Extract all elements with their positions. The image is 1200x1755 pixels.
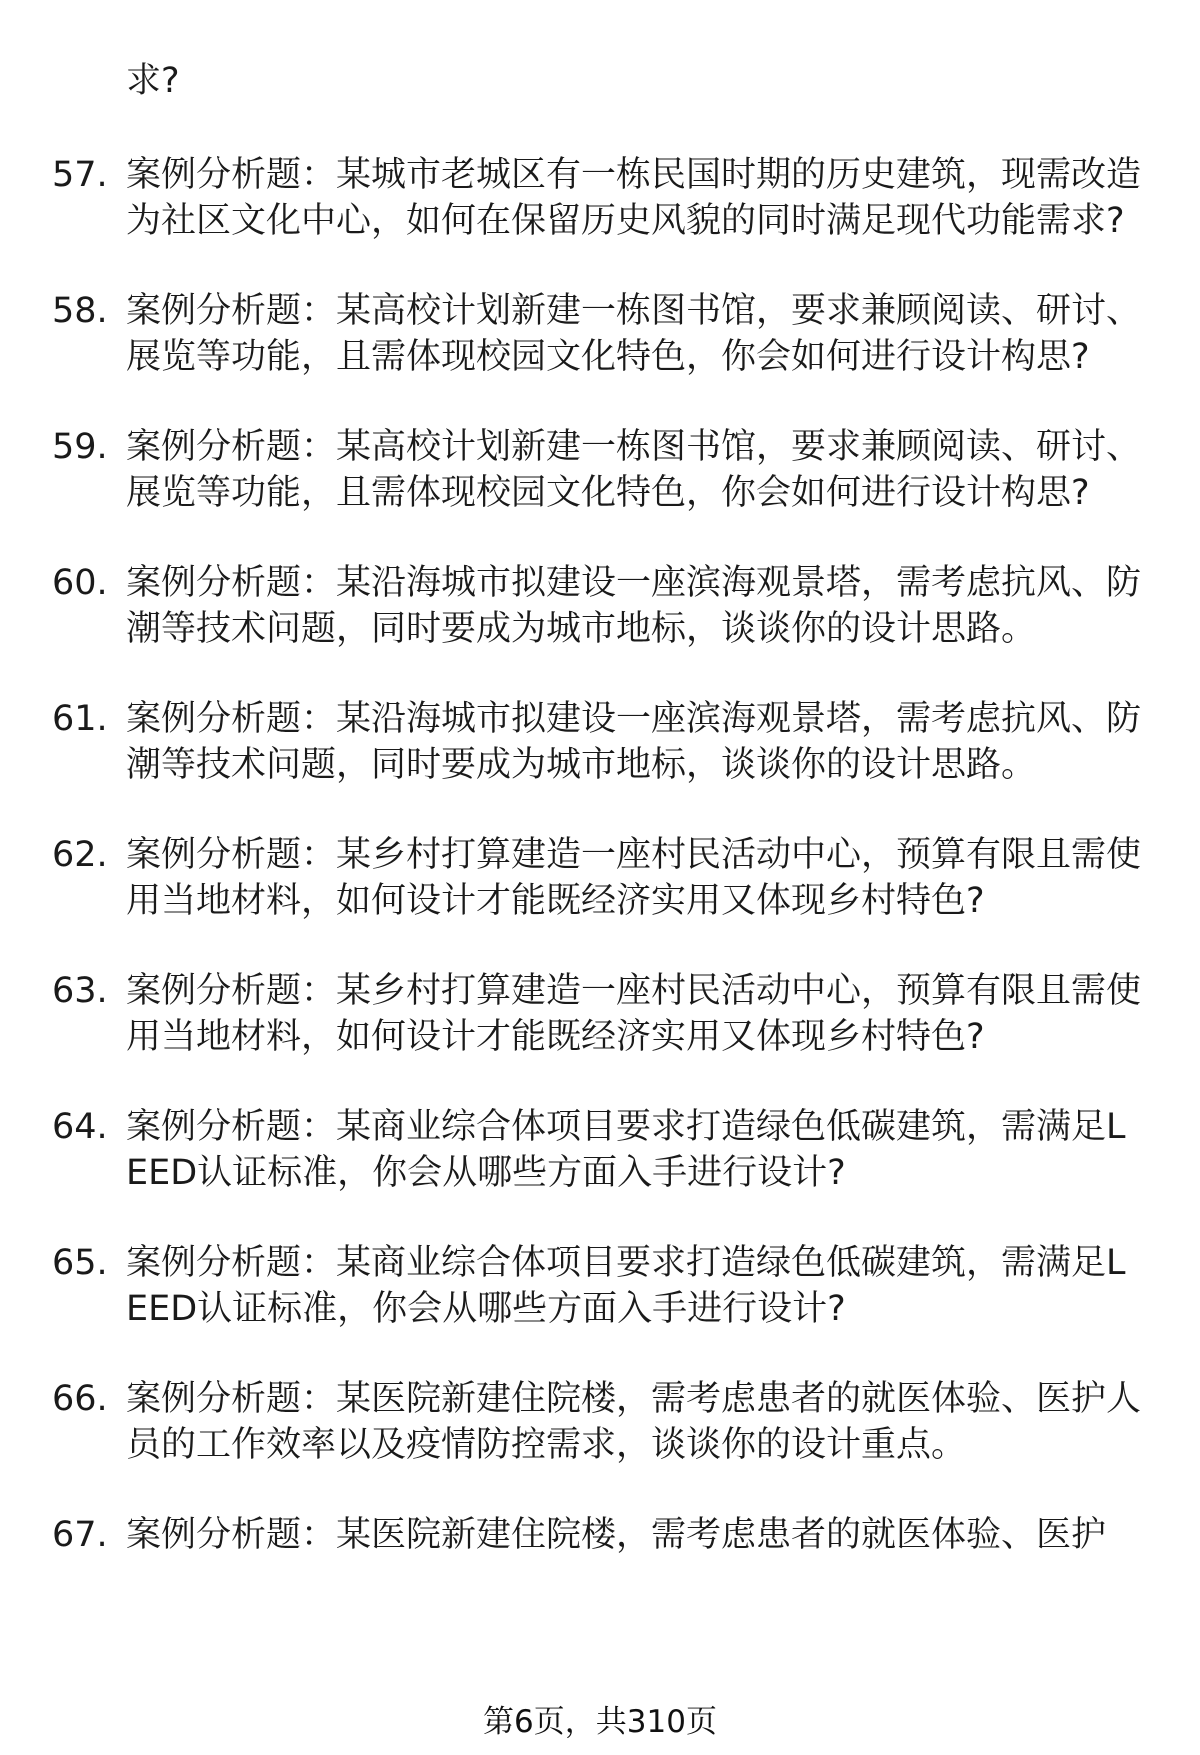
question-item	[52, 1512, 1147, 1558]
question-number: 65.	[52, 1243, 108, 1283]
question-number: 67.	[52, 1515, 108, 1555]
question-item	[52, 1240, 1147, 1332]
question-text: 案例分析题：某沿海城市拟建设一座滨海观景塔，需考虑抗风、防潮等技术问题，同时要成为城市地标，谈谈你的设计思路。	[126, 699, 1142, 785]
question-number: 60.	[52, 563, 108, 603]
question-item	[52, 152, 1147, 244]
continuation-text: 求?	[126, 61, 180, 101]
question-item	[52, 1376, 1147, 1468]
question-text: 案例分析题：某高校计划新建一栋图书馆，要求兼顾阅读、研讨、展览等功能，且需体现校园文化特色，你会如何进行设计构思?	[126, 291, 1142, 377]
question-item	[52, 424, 1147, 516]
question-text: 案例分析题：某城市老城区有一栋民国时期的历史建筑，现需改造为社区文化中心，如何在保留历史风貌的同时满足现代功能需求?	[126, 155, 1142, 241]
question-item	[52, 696, 1147, 788]
question-text: 案例分析题：某商业综合体项目要求打造绿色低碳建筑，需满足LEED认证标准，你会从哪些方面入手进行设计?	[126, 1107, 1126, 1193]
question-text: 案例分析题：某商业综合体项目要求打造绿色低碳建筑，需满足LEED认证标准，你会从哪些方面入手进行设计?	[126, 1243, 1126, 1329]
question-text: 案例分析题：某高校计划新建一栋图书馆，要求兼顾阅读、研讨、展览等功能，且需体现校园文化特色，你会如何进行设计构思?	[126, 427, 1142, 513]
question-number: 66.	[52, 1379, 108, 1419]
question-number: 58.	[52, 291, 108, 331]
question-item	[52, 288, 1147, 380]
question-text: 案例分析题：某乡村打算建造一座村民活动中心，预算有限且需使用当地材料，如何设计才能既经济实用又体现乡村特色?	[126, 835, 1142, 921]
question-number: 62.	[52, 835, 108, 875]
question-list	[52, 58, 1147, 1602]
question-item	[52, 968, 1147, 1060]
question-item	[52, 560, 1147, 652]
question-number: 61.	[52, 699, 108, 739]
question-number: 63.	[52, 971, 108, 1011]
question-text: 案例分析题：某沿海城市拟建设一座滨海观景塔，需考虑抗风、防潮等技术问题，同时要成为城市地标，谈谈你的设计思路。	[126, 563, 1142, 649]
question-number: 57.	[52, 155, 108, 195]
question-text: 案例分析题：某医院新建住院楼，需考虑患者的就医体验、医护	[126, 1515, 1107, 1555]
page-footer: 第6页，共310页	[483, 1704, 717, 1740]
question-text: 案例分析题：某医院新建住院楼，需考虑患者的就医体验、医护人员的工作效率以及疫情防控需求，谈谈你的设计重点。	[126, 1379, 1142, 1465]
question-number: 59.	[52, 427, 108, 467]
question-number: 64.	[52, 1107, 108, 1147]
question-item	[52, 1104, 1147, 1196]
question-item	[52, 832, 1147, 924]
question-text: 案例分析题：某乡村打算建造一座村民活动中心，预算有限且需使用当地材料，如何设计才能既经济实用又体现乡村特色?	[126, 971, 1142, 1057]
